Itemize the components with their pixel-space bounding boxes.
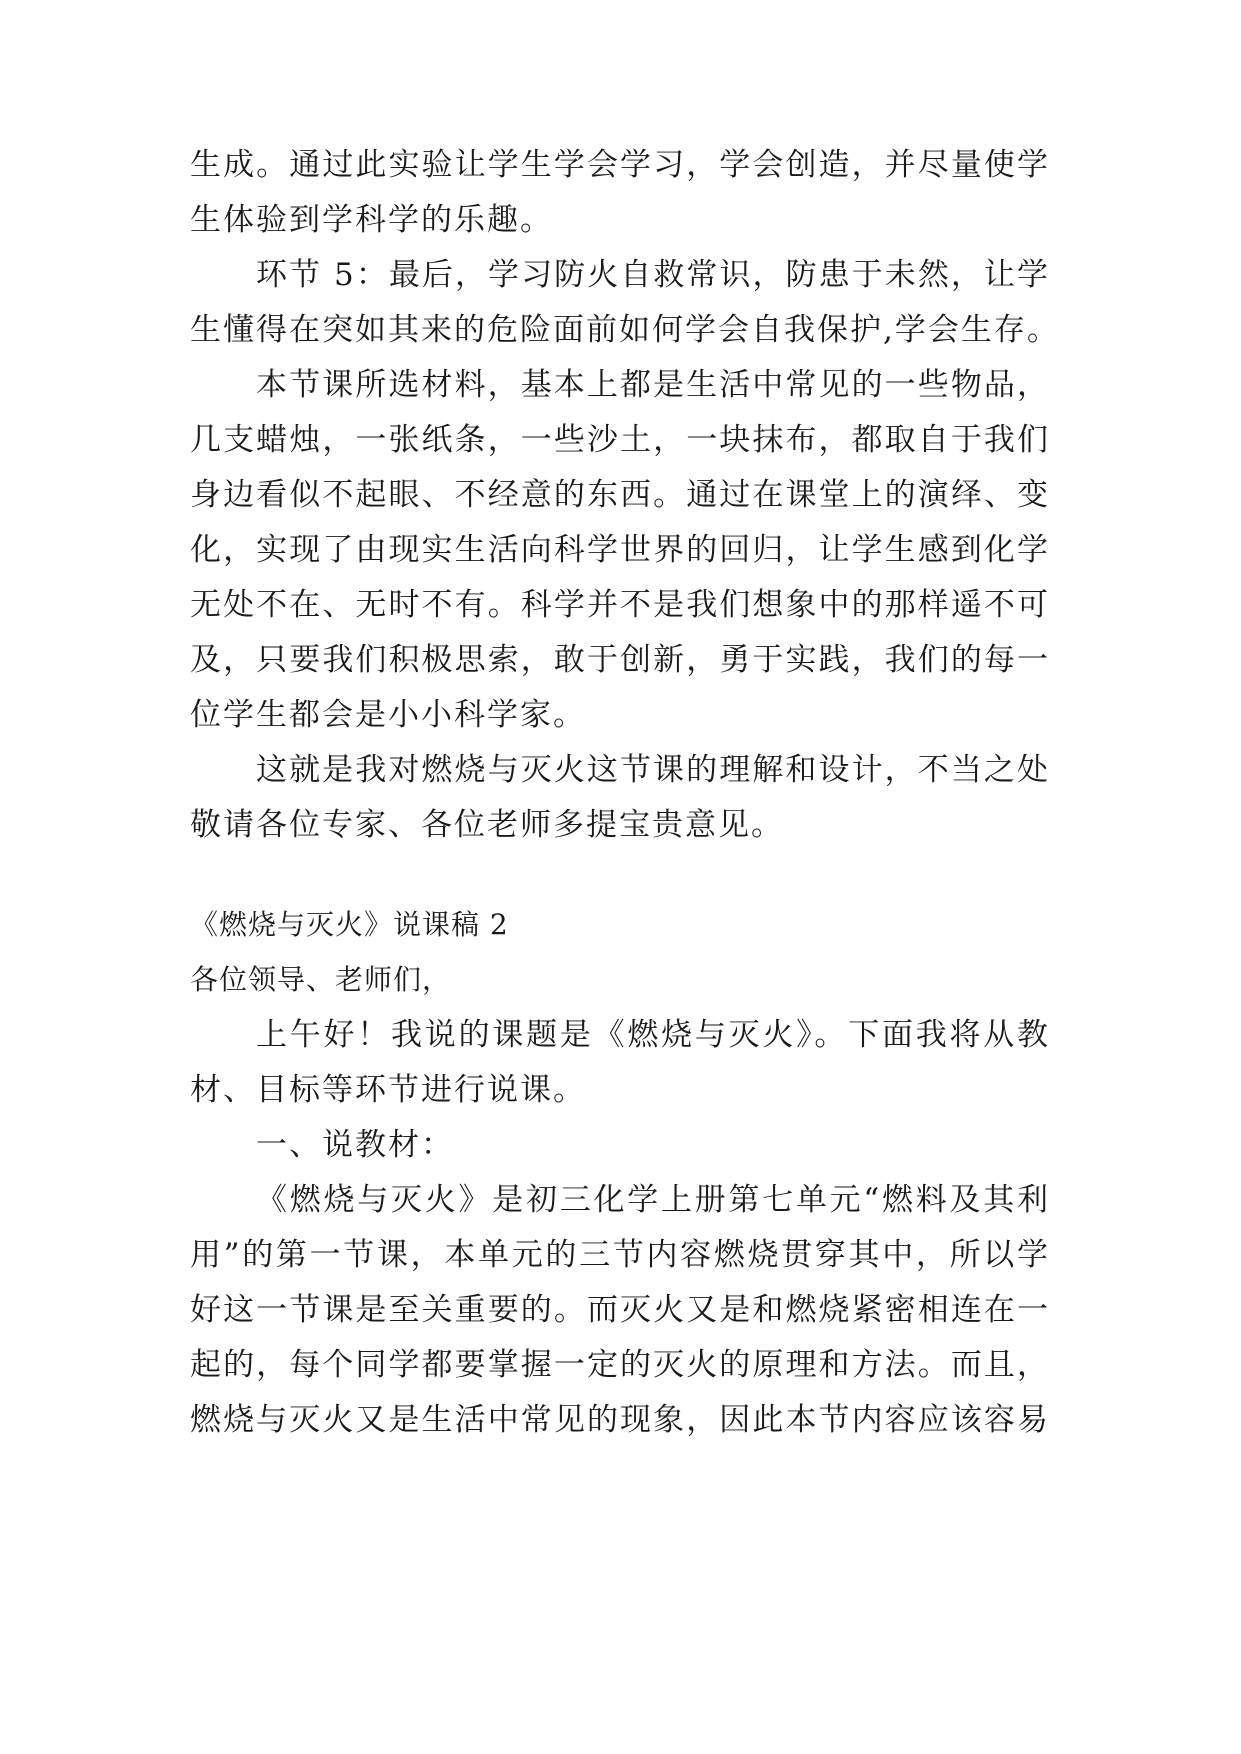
paragraph-line: 位学生都会是小小科学家。: [190, 697, 586, 733]
document-title: 《燃烧与灭火》说课稿 2: [190, 908, 509, 941]
paragraph-line: 几支蜡烛，一张纸条，一些沙土，一块抹布，都取自于我们: [190, 422, 1050, 458]
section-heading: 一、说教材：: [256, 1127, 454, 1163]
paragraph-line: 这就是我对燃烧与灭火这节课的理解和设计，不当之处: [256, 752, 1050, 788]
paragraph-line: 燃烧与灭火又是生活中常见的现象，因此本节内容应该容易: [190, 1402, 1050, 1438]
paragraph-line: 上午好！我说的课题是《燃烧与灭火》。下面我将从教: [256, 1017, 1050, 1053]
paragraph-line: 及，只要我们积极思索，敢于创新，勇于实践，我们的每一: [190, 642, 1050, 678]
paragraph-line: 本节课所选材料，基本上都是生活中常见的一些物品，: [256, 367, 1050, 403]
paragraph-line: 生懂得在突如其来的危险面前如何学会自我保护,学会生存。: [190, 312, 1060, 348]
greeting: 各位领导、老师们，: [190, 963, 452, 996]
paragraph-line: 环节 5：最后，学习防火自救常识，防患于未然，让学: [256, 257, 1050, 293]
paragraph-line: 用”的第一节课，本单元的三节内容燃烧贯穿其中，所以学: [190, 1237, 1050, 1273]
paragraph-line: 化，实现了由现实生活向科学世界的回归，让学生感到化学: [190, 532, 1050, 568]
paragraph-line: 身边看似不起眼、不经意的东西。通过在课堂上的演绎、变: [190, 477, 1050, 513]
paragraph-line: 敬请各位专家、各位老师多提宝贵意见。: [190, 807, 784, 843]
paragraph-line: 《燃烧与灭火》是初三化学上册第七单元“燃料及其利: [256, 1182, 1050, 1218]
paragraph-line: 生体验到学科学的乐趣。: [190, 202, 553, 238]
paragraph-line: 无处不在、无时不有。科学并不是我们想象中的那样遥不可: [190, 587, 1050, 623]
paragraph-line: 材、目标等环节进行说课。: [190, 1072, 586, 1108]
paragraph-line: 好这一节课是至关重要的。而灭火又是和燃烧紧密相连在一: [190, 1292, 1050, 1328]
paragraph-line: 起的，每个同学都要掌握一定的灭火的原理和方法。而且，: [190, 1347, 1050, 1383]
paragraph-line: 生成。通过此实验让学生学会学习，学会创造，并尽量使学: [190, 147, 1050, 183]
